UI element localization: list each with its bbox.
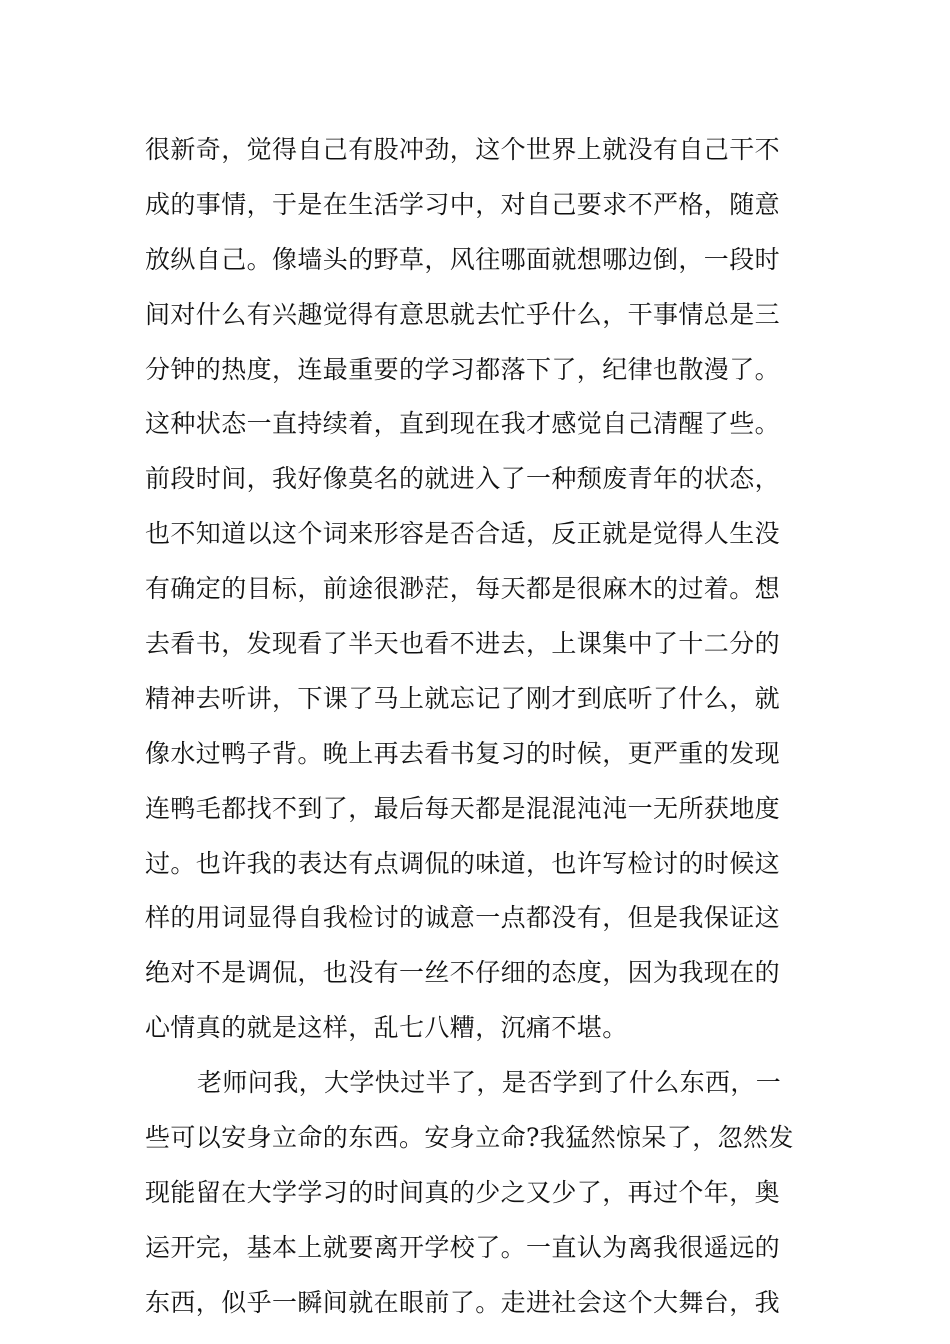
text-line: 也不知道以这个词来形容是否合适，反正就是觉得人生没 [145, 519, 781, 549]
text-line: 间对什么有兴趣觉得有意思就去忙乎什么，干事情总是三 [145, 299, 781, 329]
text-line: 去看书，发现看了半天也看不进去，上课集中了十二分的 [145, 629, 781, 659]
text-line: 东西，似乎一瞬间就在眼前了。走进社会这个大舞台，我 [145, 1287, 781, 1317]
paragraph-1 [145, 123, 810, 1056]
paragraph-2 [145, 1056, 810, 1330]
text-line: 运开完，基本上就要离开学校了。一直认为离我很遥远的 [145, 1232, 781, 1262]
text-line: 样的用词显得自我检讨的诚意一点都没有，但是我保证这 [145, 903, 781, 933]
text-line: 很新奇，觉得自己有股冲劲，这个世界上就没有自己干不 [145, 135, 781, 164]
text-line: 精神去听讲，下课了马上就忘记了刚才到底听了什么，就 [145, 683, 781, 713]
text-line-indented: 老师问我，大学快过半了，是否学到了什么东西，一 [197, 1068, 782, 1098]
text-line: 连鸭毛都找不到了，最后每天都是混混沌沌一无所获地度 [145, 793, 781, 823]
text-line: 些可以安身立命的东西。安身立命?我猛然惊呆了，忽然发 [145, 1123, 794, 1153]
text-line: 前段时间，我好像莫名的就进入了一种颓废青年的状态， [145, 464, 781, 494]
text-line: 放纵自己。像墙头的野草，风往哪面就想哪边倒，一段时 [145, 244, 781, 274]
text-line: 现能留在大学学习的时间真的少之又少了，再过个年，奥 [145, 1177, 781, 1207]
text-line: 成的事情，于是在生活学习中，对自己要求不严格，随意 [145, 189, 781, 219]
text-line: 心情真的就是这样，乱七八糟，沉痛不堪。 [145, 1013, 628, 1043]
text-line: 像水过鸭子背。晚上再去看书复习的时候，更严重的发现 [145, 738, 781, 768]
text-line: 过。也许我的表达有点调侃的味道，也许写检讨的时候这 [145, 848, 781, 878]
text-line: 有确定的目标，前途很渺茫，每天都是很麻木的过着。想 [145, 574, 781, 604]
text-line: 这种状态一直持续着，直到现在我才感觉自己清醒了些。 [145, 409, 781, 439]
text-line: 分钟的热度，连最重要的学习都落下了，纪律也散漫了。 [145, 354, 781, 384]
document-page [145, 123, 810, 1331]
text-line: 绝对不是调侃，也没有一丝不仔细的态度，因为我现在的 [145, 958, 781, 988]
